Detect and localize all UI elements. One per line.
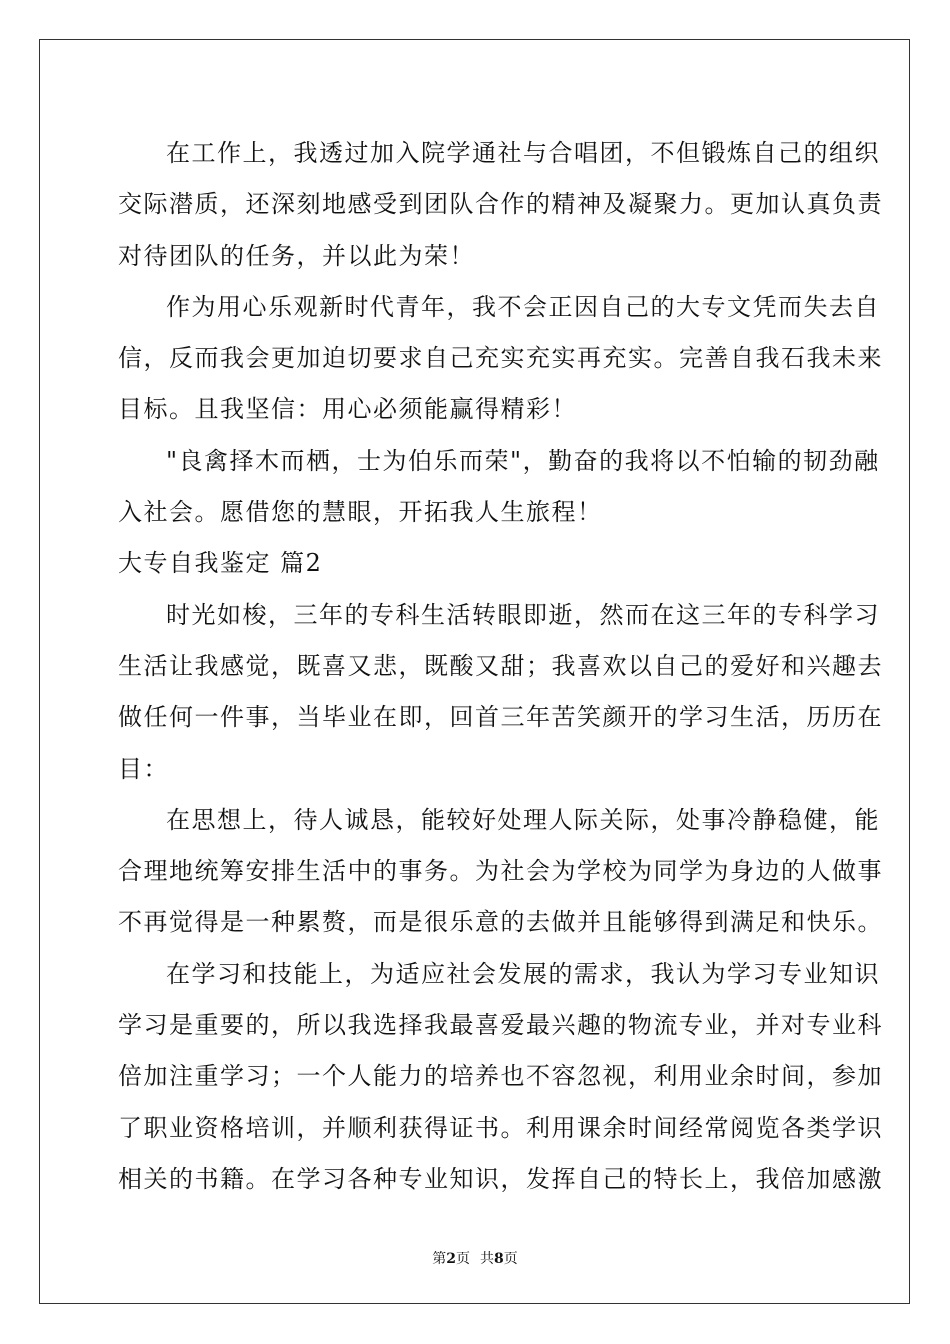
page-suffix: 页 [456, 1251, 470, 1267]
text-line: 在思想上，待人诚恳，能较好处理人际关际，处事冷静稳健，能 [166, 805, 880, 834]
text-line: 对待团队的任务，并以此为荣！ [118, 241, 475, 270]
text-line: "良禽择木而栖，士为伯乐而荣"，勤奋的我将以不怕输的韧劲融 [166, 446, 880, 475]
page-indicator [432, 1251, 470, 1267]
page-number: 2 [446, 1251, 456, 1267]
text-line: 目： [118, 754, 169, 783]
text-line: 倍加注重学习；一个人能力的培养也不容忽视，利用业余时间，参加 [118, 1062, 883, 1091]
text-line: 做任何一件事，当毕业在即，回首三年苦笑颜开的学习生活，历历在 [118, 703, 883, 732]
text-line: 入社会。愿借您的慧眼，开拓我人生旅程！ [118, 498, 603, 527]
page-prefix: 第 [432, 1251, 447, 1267]
document-body [118, 128, 883, 1205]
total-suffix: 页 [503, 1251, 518, 1267]
total-pages: 8 [494, 1251, 504, 1267]
total-prefix: 共 [480, 1251, 494, 1267]
text-line: 学习是重要的，所以我选择我最喜爱最兴趣的物流专业，并对专业科 [118, 1011, 883, 1040]
text-line: 目标。且我坚信：用心必须能赢得精彩！ [118, 395, 577, 424]
text-line: 在学习和技能上，为适应社会发展的需求，我认为学习专业知识 [166, 959, 880, 988]
page-footer [0, 1250, 950, 1268]
text-line: 作为用心乐观新时代青年，我不会正因自己的大专文凭而失去自 [166, 292, 880, 321]
text-line: 不再觉得是一种累赘，而是很乐意的去做并且能够得到满足和快乐。 [118, 908, 883, 937]
text-line: 在工作上，我透过加入院学通社与合唱团，不但锻炼自己的组织 [166, 139, 880, 167]
text-line: 交际潜质，还深刻地感受到团队合作的精神及凝聚力。更加认真负责 [118, 190, 883, 219]
text-line: 信，反而我会更加迫切要求自己充实充实再充实。完善自我石我未来 [118, 344, 883, 373]
total-pages-indicator [480, 1251, 518, 1267]
text-line: 时光如梭，三年的专科生活转眼即逝，然而在这三年的专科学习 [166, 600, 880, 629]
text-line: 生活让我感觉，既喜又悲，既酸又甜；我喜欢以自己的爱好和兴趣去 [118, 651, 883, 680]
text-line: 相关的书籍。在学习各种专业知识，发挥自己的特长上，我倍加感激 [118, 1164, 883, 1193]
text-line: 了职业资格培训，并顺利获得证书。利用课余时间经常阅览各类学识 [118, 1113, 883, 1142]
section-heading: 大专自我鉴定 篇2 [118, 549, 323, 578]
text-line: 合理地统筹安排生活中的事务。为社会为学校为同学为身边的人做事 [118, 857, 883, 886]
